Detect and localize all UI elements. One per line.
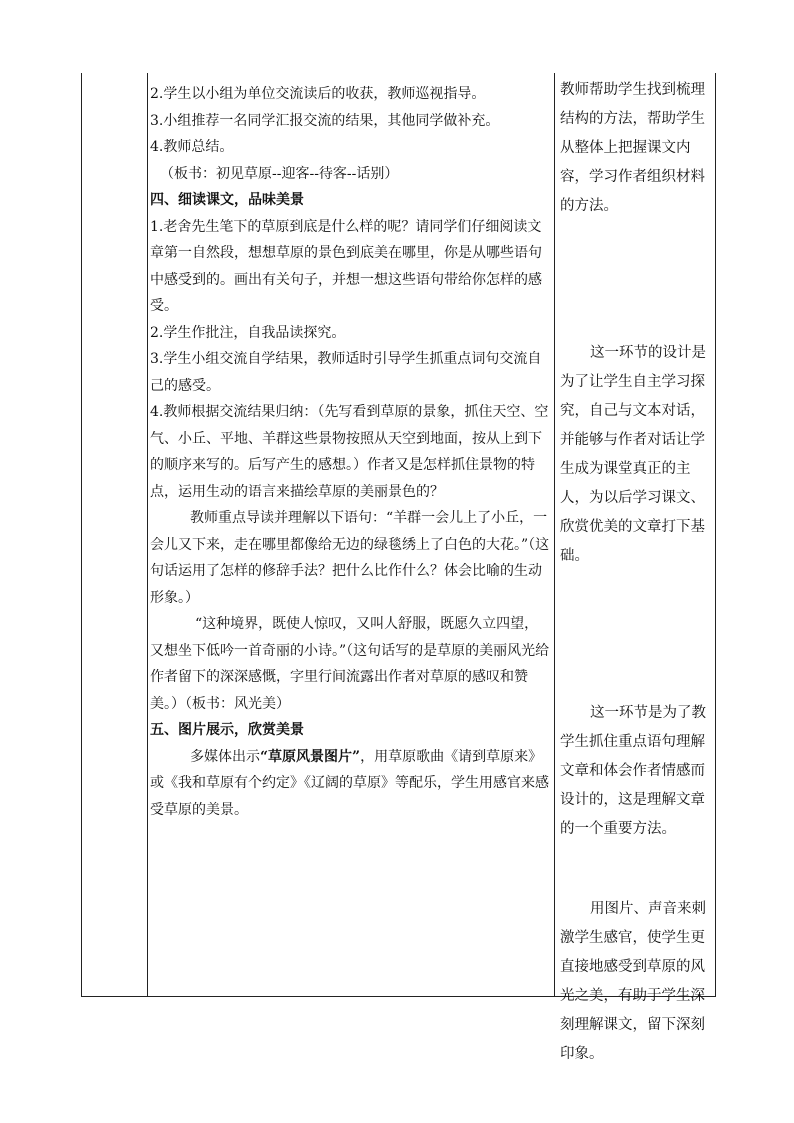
emphasis-text: “草原风景图片” [260, 748, 361, 765]
process-paragraph: 教师重点导读并理解以下语句：“羊群一会儿上了小丘，一会儿又下来，走在哪里都像给无边的绿毯绣上了白色的大花。”（这句话运用了怎样的修辞手法？把什么比作什么？体会比喻的生动形象。） [150, 510, 550, 606]
process-paragraph: “这种境界，既使人惊叹，又叫人舒服，既愿久立四望，又想坐下低吟一首奇丽的小诗。”（这句话写的是草原的美丽风光给作者留下的深深感慨，字里行间流露出作者对草原的感叹和赞美。）（板书：风光美） [150, 616, 550, 712]
design-note [560, 76, 712, 221]
process-paragraph: 2.学生作批注，自我品读探究。 [150, 324, 346, 341]
design-note [560, 699, 712, 844]
design-note-text: 教师帮助学生找到梳理结构的方法，帮助学生从整体上把握课文内容，学习作者组织材料的方法。 [560, 82, 705, 214]
design-note [560, 339, 712, 571]
process-line: 4.教师总结。 [150, 139, 234, 155]
section-heading-5: 五、图片展示，欣赏美景 [150, 722, 304, 738]
column-divider-left [147, 73, 148, 996]
process-line: 2.学生以小组为单位交流读后的收获，教师巡视指导。 [150, 86, 486, 102]
design-note-text: 用图片、声音来刺激学生感官，使学生更直接地感受到草原的风光之美，有助于学生深刻理解课文，留下深刻印象。 [560, 901, 706, 1062]
design-note-text: 这一环节的设计是为了让学生自主学习探究，自己与文本对话，并能够与作者对话让学生成为课堂真正的主人，为以后学习课文、欣赏优美的文章打下基础。 [560, 345, 706, 564]
design-note [560, 895, 712, 1069]
process-paragraph: 4.教师根据交流结果归纳：（先写看到草原的景象，抓住天空、空气、小丘、平地、羊群这些景物按照从天空到地面，按从上到下的顺序来写的。后写产生的感想。）作者又是怎样抓住景物的特点，运用生动的语言来描绘草原的美丽景色的？ [150, 404, 549, 500]
process-paragraph: 1.老舍先生笔下的草原到底是什么样的呢？请同学们仔细阅读文章第一自然段，想想草原的景色到底美在哪里，你是从哪些语句中感受到的。画出有关句子，并想一想这些语句带给你怎样的感受。 [150, 218, 542, 314]
blackboard-note: （板书：初见草原--迎客--待客--话别） [160, 165, 399, 182]
paragraph-text: 多媒体出示 [190, 748, 260, 765]
process-paragraph [150, 744, 552, 824]
design-note-text: 这一环节是为了教学生抓住重点语句理解文章和体会作者情感而设计的，这是理解文章的一个重要方法。 [560, 705, 706, 837]
teaching-process-column [150, 81, 552, 823]
lesson-plan-table [81, 73, 716, 1062]
process-line: 3.小组推荐一名同学汇报交流的结果，其他同学做补充。 [150, 112, 500, 129]
paragraph-text: ，用草原歌曲《请到草原来》或《我和草原有个约定》《辽阔的草原》等配乐，学生用感官来感受草原的美景。 [150, 748, 549, 818]
process-paragraph: 3.学生小组交流自学结果，教师适时引导学生抓重点词句交流自己的感受。 [150, 351, 542, 394]
column-divider-right [554, 73, 555, 996]
section-heading-4: 四、细读课文，品味美景 [150, 192, 304, 208]
